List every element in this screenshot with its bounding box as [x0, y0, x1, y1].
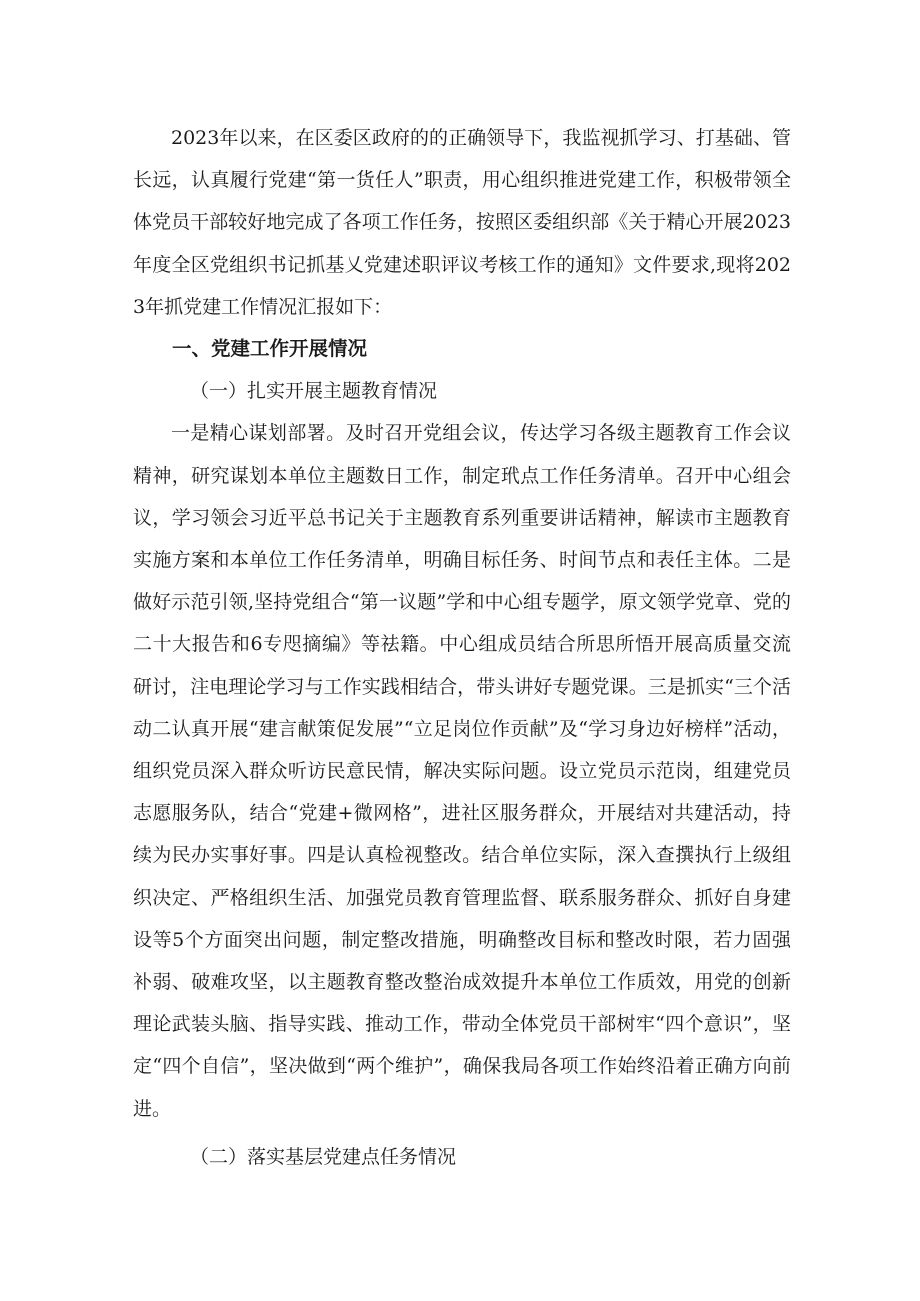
document-body: [133, 117, 791, 1178]
subsection-heading: （一）扎实开展主题教育情况: [190, 380, 438, 403]
intro-paragraph: 2023年以来，在区委区政府的的正确领导下，我监视抓学习、打基础、管长远，认真履行党建“第一货任人”职责，用心组织推进党建工作，积极带领全体党员干部较好地完成了各项工作任务，按照区委组织部《关于精心开展2023年度全区党组织书记抓基乂党建述职评议考核工作的通知》文件要求,现将2023年抓党建工作情况汇报如下：: [133, 127, 791, 318]
section-heading: 一、党建工作开展情况: [172, 337, 368, 361]
subsection-heading: （二）落实基层党建点任务情况: [190, 1145, 457, 1168]
subsection-paragraph: 一是精心谋划部署。及时召开党组会议，传达学习各级主题教育工作会议精神，研究谋划本单位主题数日工作，制定玳点工作任务清单。召开中心组会议，学习领会习近平总书记关于主题教育系列重要讲话精神，解读市主题教育实施方案和本单位工作任务清单，明确目标任务、时间节点和表任主体。二是做好示范引领,坚持党组合“第一议题”学和中心组专题学，原文领学党章、党的二十大报告和6专咫摘编》等祛籍。中心组成员结合所思所悟开展高质量交流研讨，注电理论学习与工作实践相结合，带头讲好专题党课。三是抓实“三个活动二认真开展“建言献策促发展”“立足岗位作贡献”及“学习身边好榜样”活动，组织党员深入群众听访民意民情，解决实际问题。设立党员示范岗，组建党员志愿服务队，结合“党建+微网格”，进社区服务群众，开展结对共建活动，持续为民办实事好事。四是认真检视整改。结合单位实际，深入查撰执行上级组织决定、严格组织生活、加强党员教育管理监督、联系服务群众、抓好自身建设等5个方面突出问题，制定整改措施，明确整改目标和整改时限，若力固强补弱、破难攻坚，以主题教育整改整治成效提升本单位工作质效，用党的创新理论武装头脑、指导实践、推动工作，带动全体党员干部树牢“四个意识”，坚定“四个自信”，坚决做到“两个维护”，确保我局各项工作始终沿着正确方向前进。: [133, 422, 791, 1120]
